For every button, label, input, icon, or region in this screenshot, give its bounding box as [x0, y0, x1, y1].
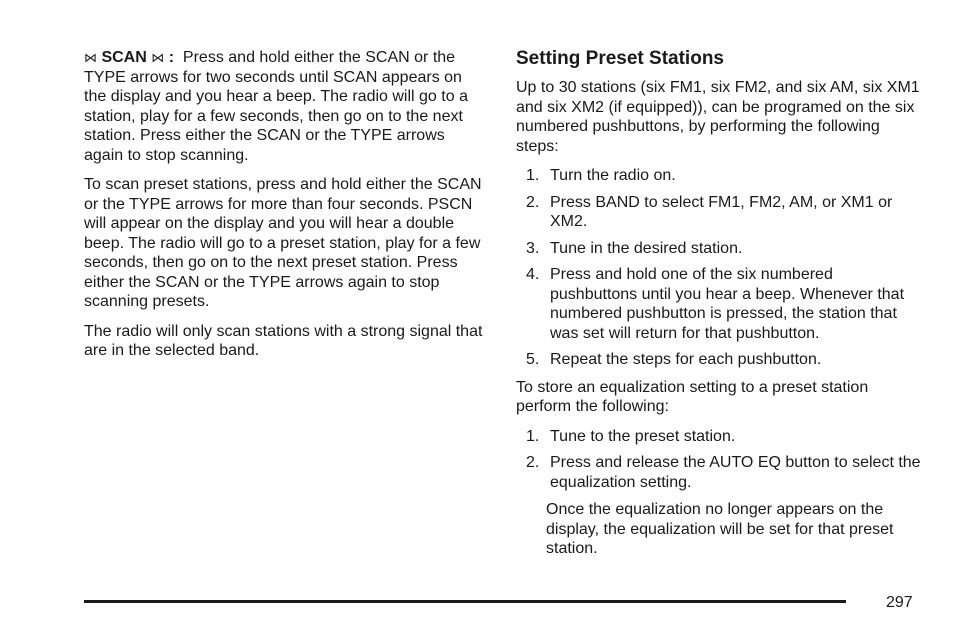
scan-paragraph	[84, 48, 488, 165]
list-item: 2. Press BAND to select FM1, FM2, AM, or XM1 or XM2.	[526, 193, 893, 230]
strong-signal-paragraph: The radio will only scan stations with a strong signal that are in the selected band.	[84, 322, 483, 359]
preset-intro: Up to 30 stations (six FM1, six FM2, and six AM, six XM1 and six XM2 (if equipped)), can be programed on the six numbered pushbuttons, by performing the following steps:	[516, 79, 920, 155]
preset-steps-list	[516, 166, 922, 370]
left-column	[84, 48, 488, 371]
list-item: 4. Press and hold one of the six numbered pushbuttons until you hear a beep. Whenever that numbered pushbutton is pressed, the station that was set will return for that pushbutton.	[526, 266, 905, 342]
list-item: 3. Tune in the desired station.	[526, 239, 743, 257]
scan-back-icon: ⋈	[84, 50, 97, 65]
list-item: 5. Repeat the steps for each pushbutton.	[526, 351, 822, 368]
eq-intro: To store an equalization setting to a preset station perform the following:	[516, 378, 869, 415]
right-column	[516, 48, 922, 559]
scan-text: Press and hold either the SCAN or the TYPE arrows for two seconds until SCAN appears on the display and you hear a beep. The radio will go to a station, play for a few seconds, then go on to the next station. Press either the SCAN or the TYPE arrows again to stop scanning.	[84, 49, 468, 164]
scan-label: SCAN	[101, 49, 147, 66]
footer-rule	[84, 600, 846, 603]
list-item: 1. Tune to the preset station.	[526, 427, 736, 445]
scan-forward-icon: ⋈	[151, 50, 165, 65]
eq-steps-list	[516, 427, 922, 493]
section-heading: Setting Preset Stations	[516, 48, 724, 69]
scan-colon: :	[164, 49, 175, 66]
list-item: 2. Press and release the AUTO EQ button to select the equalization setting.	[526, 454, 921, 491]
list-item: 1. Turn the radio on.	[526, 167, 676, 184]
eq-note: Once the equalization no longer appears on the display, the equalization will be set for that preset station.	[546, 501, 894, 557]
preset-scan-paragraph: To scan preset stations, press and hold either the SCAN or the TYPE arrows for more than four seconds. PSCN will appear on the display and you will hear a double beep. The radio will go to a preset station, play for a few seconds, then go on to the next preset station. Press either the SCAN or the TYPE arrows again to stop scanning presets.	[84, 176, 482, 310]
page-number: 297	[886, 594, 913, 611]
